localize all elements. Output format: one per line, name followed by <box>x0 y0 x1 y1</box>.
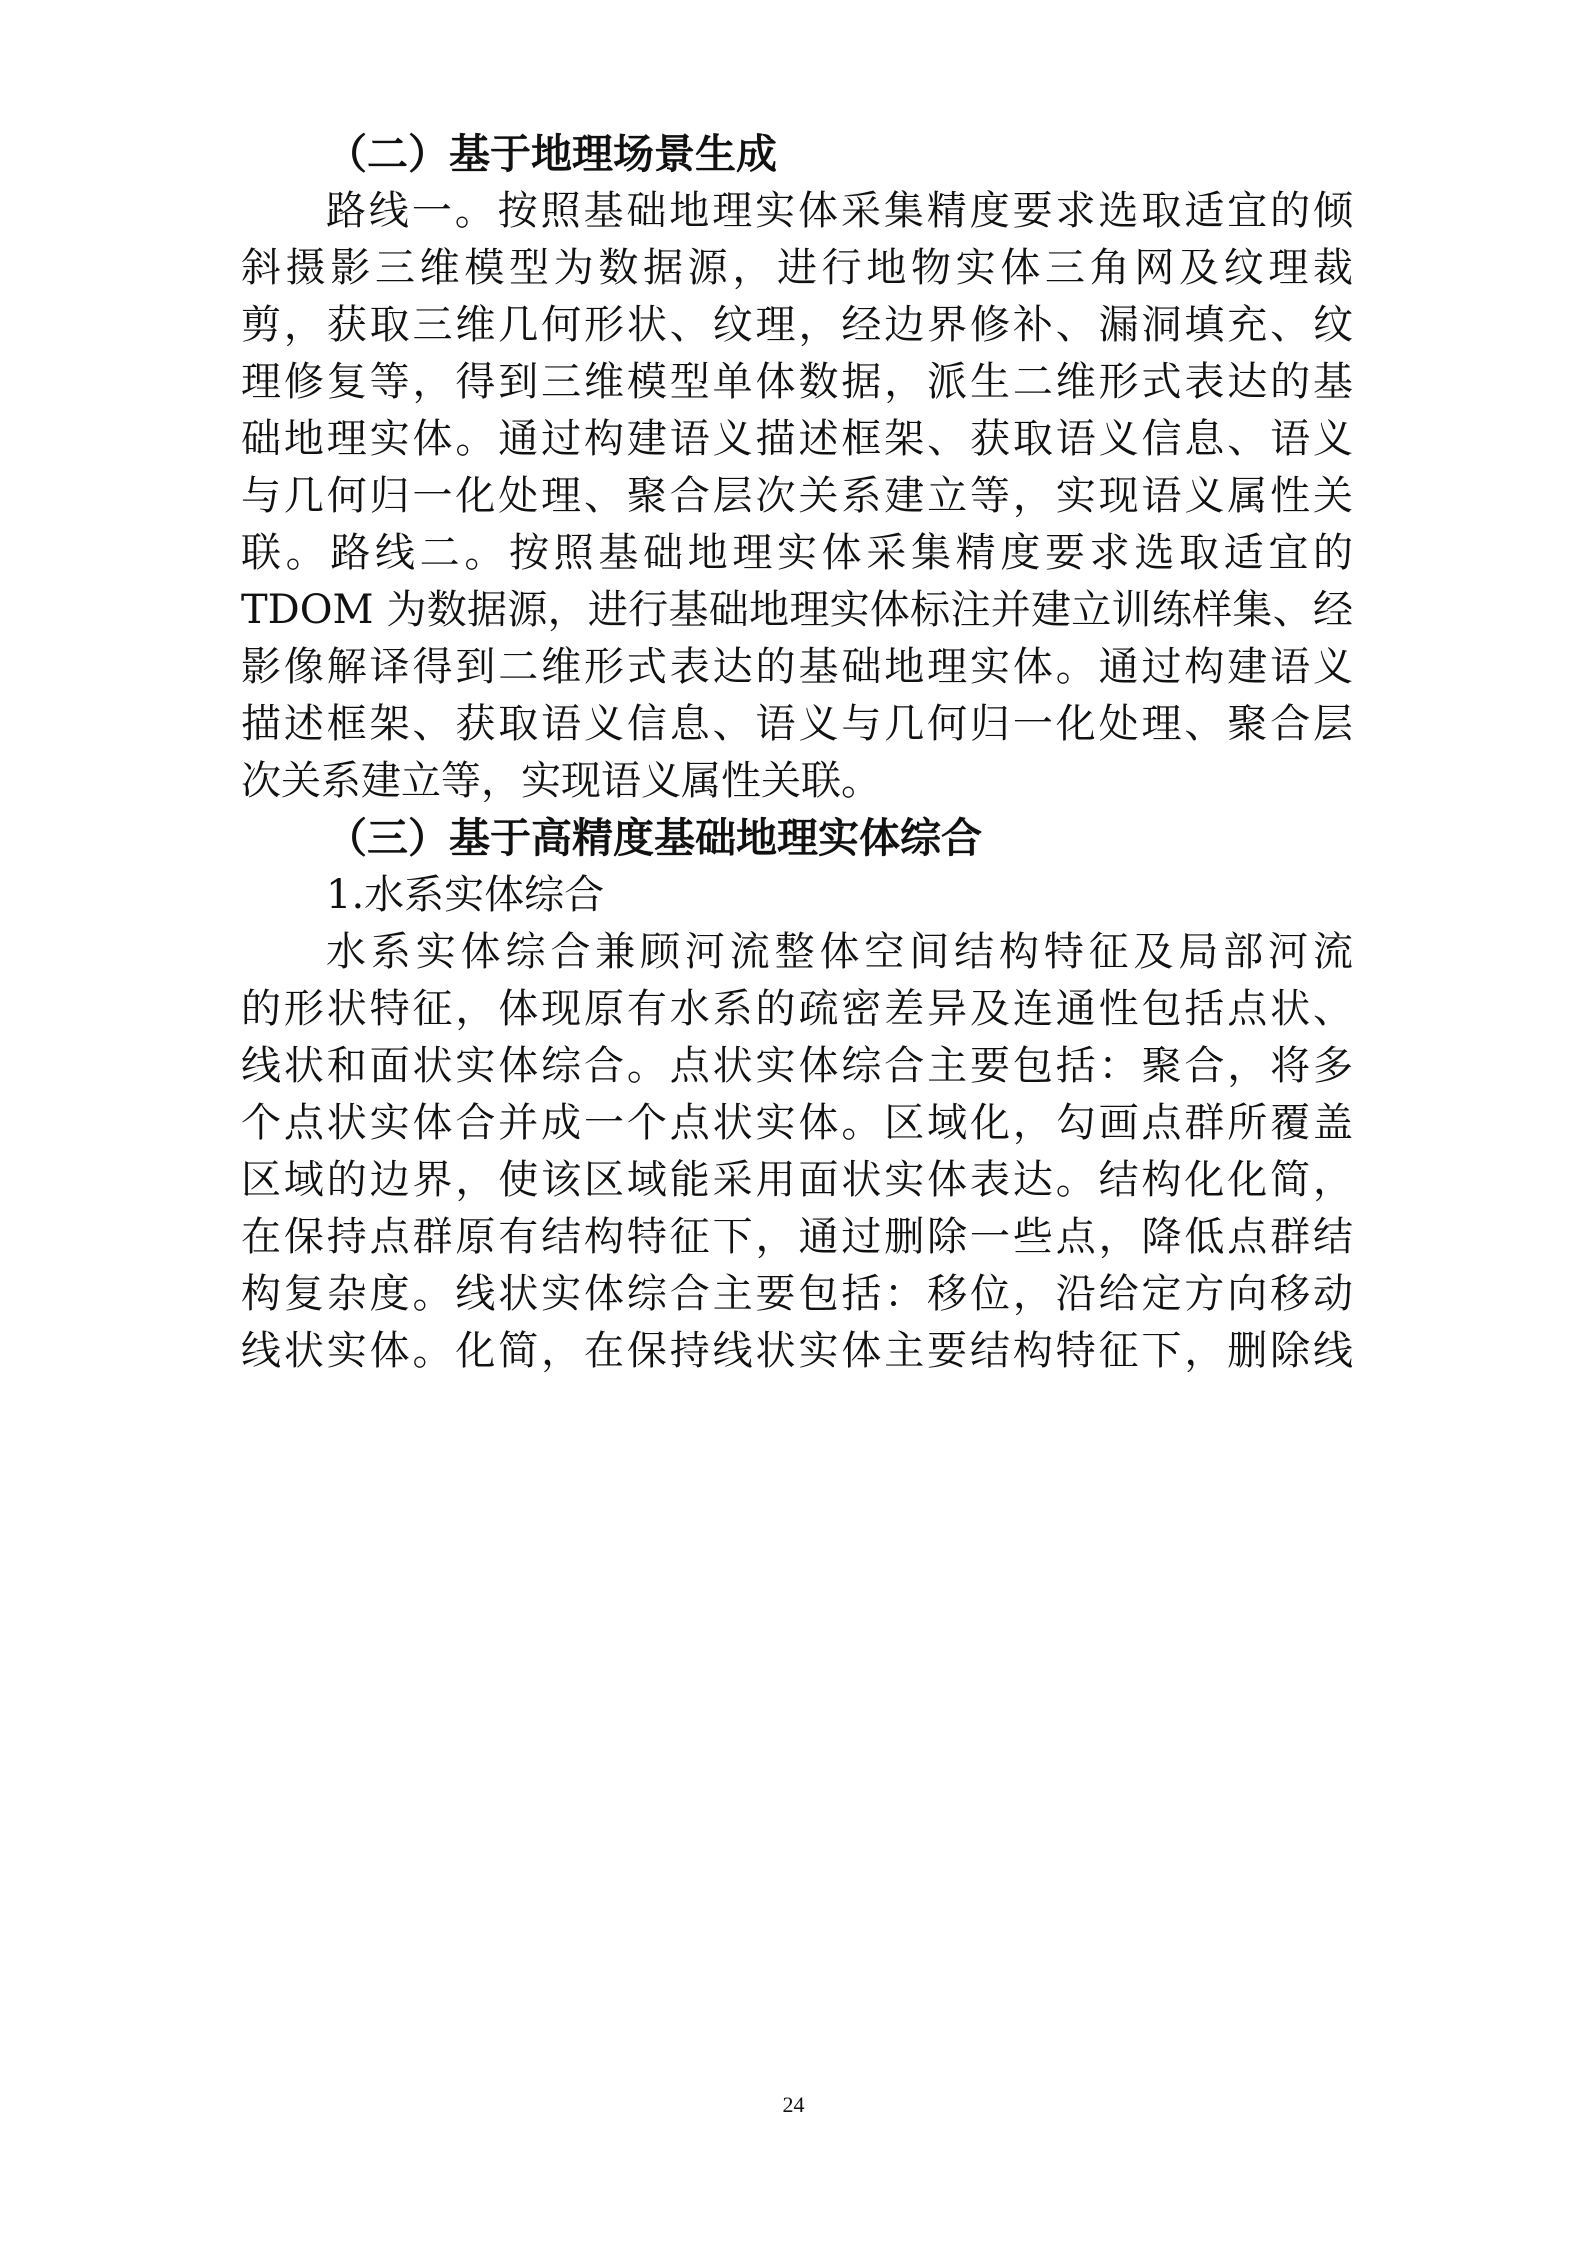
paragraph-1-line: 斜摄影三维模型为数据源，进行地物实体三角网及纹理裁 <box>241 245 1353 291</box>
paragraph-1-line: 联。路线二。按照基础地理实体采集精度要求选取适宜的 <box>241 530 1353 576</box>
paragraph-2-line: 构复杂度。线状实体综合主要包括：移位，沿给定方向移动 <box>241 1271 1353 1317</box>
section-heading-3: （三）基于高精度基础地理实体综合 <box>326 814 982 862</box>
paragraph-1-line: 影像解译得到二维形式表达的基础地理实体。通过构建语义 <box>241 644 1353 690</box>
paragraph-1-line: 理修复等，得到三维模型单体数据，派生二维形式表达的基 <box>241 359 1353 405</box>
paragraph-2-line: 在保持点群原有结构特征下，通过删除一些点，降低点群结 <box>241 1214 1353 1260</box>
paragraph-2-line: 线状实体。化简，在保持线状实体主要结构特征下，删除线 <box>241 1328 1353 1374</box>
section-heading-2: （二）基于地理场景生成 <box>326 130 777 178</box>
subsection-heading: 1.水系实体综合 <box>326 872 605 918</box>
paragraph-1-line: 次关系建立等，实现语义属性关联。 <box>241 758 881 804</box>
paragraph-2-line: 水系实体综合兼顾河流整体空间结构特征及局部河流 <box>326 929 1353 975</box>
paragraph-1-line: 剪，获取三维几何形状、纹理，经边界修补、漏洞填充、纹 <box>241 302 1353 348</box>
paragraph-2-line: 区域的边界，使该区域能采用面状实体表达。结构化化简， <box>241 1157 1353 1203</box>
paragraph-1-line: 础地理实体。通过构建语义描述框架、获取语义信息、语义 <box>241 416 1353 462</box>
paragraph-1-line: 路线一。按照基础地理实体采集精度要求选取适宜的倾 <box>326 188 1353 234</box>
paragraph-1-line: 描述框架、获取语义信息、语义与几何归一化处理、聚合层 <box>241 701 1353 747</box>
paragraph-1-line: TDOM 为数据源，进行基础地理实体标注并建立训练样集、经 <box>241 587 1353 633</box>
paragraph-2-line: 的形状特征，体现原有水系的疏密差异及连通性包括点状、 <box>241 986 1353 1032</box>
page-number: 24 <box>782 2092 805 2117</box>
paragraph-2-line: 线状和面状实体综合。点状实体综合主要包括：聚合，将多 <box>241 1043 1353 1089</box>
paragraph-2-line: 个点状实体合并成一个点状实体。区域化，勾画点群所覆盖 <box>241 1100 1353 1146</box>
paragraph-1-line: 与几何归一化处理、聚合层次关系建立等，实现语义属性关 <box>241 473 1353 519</box>
